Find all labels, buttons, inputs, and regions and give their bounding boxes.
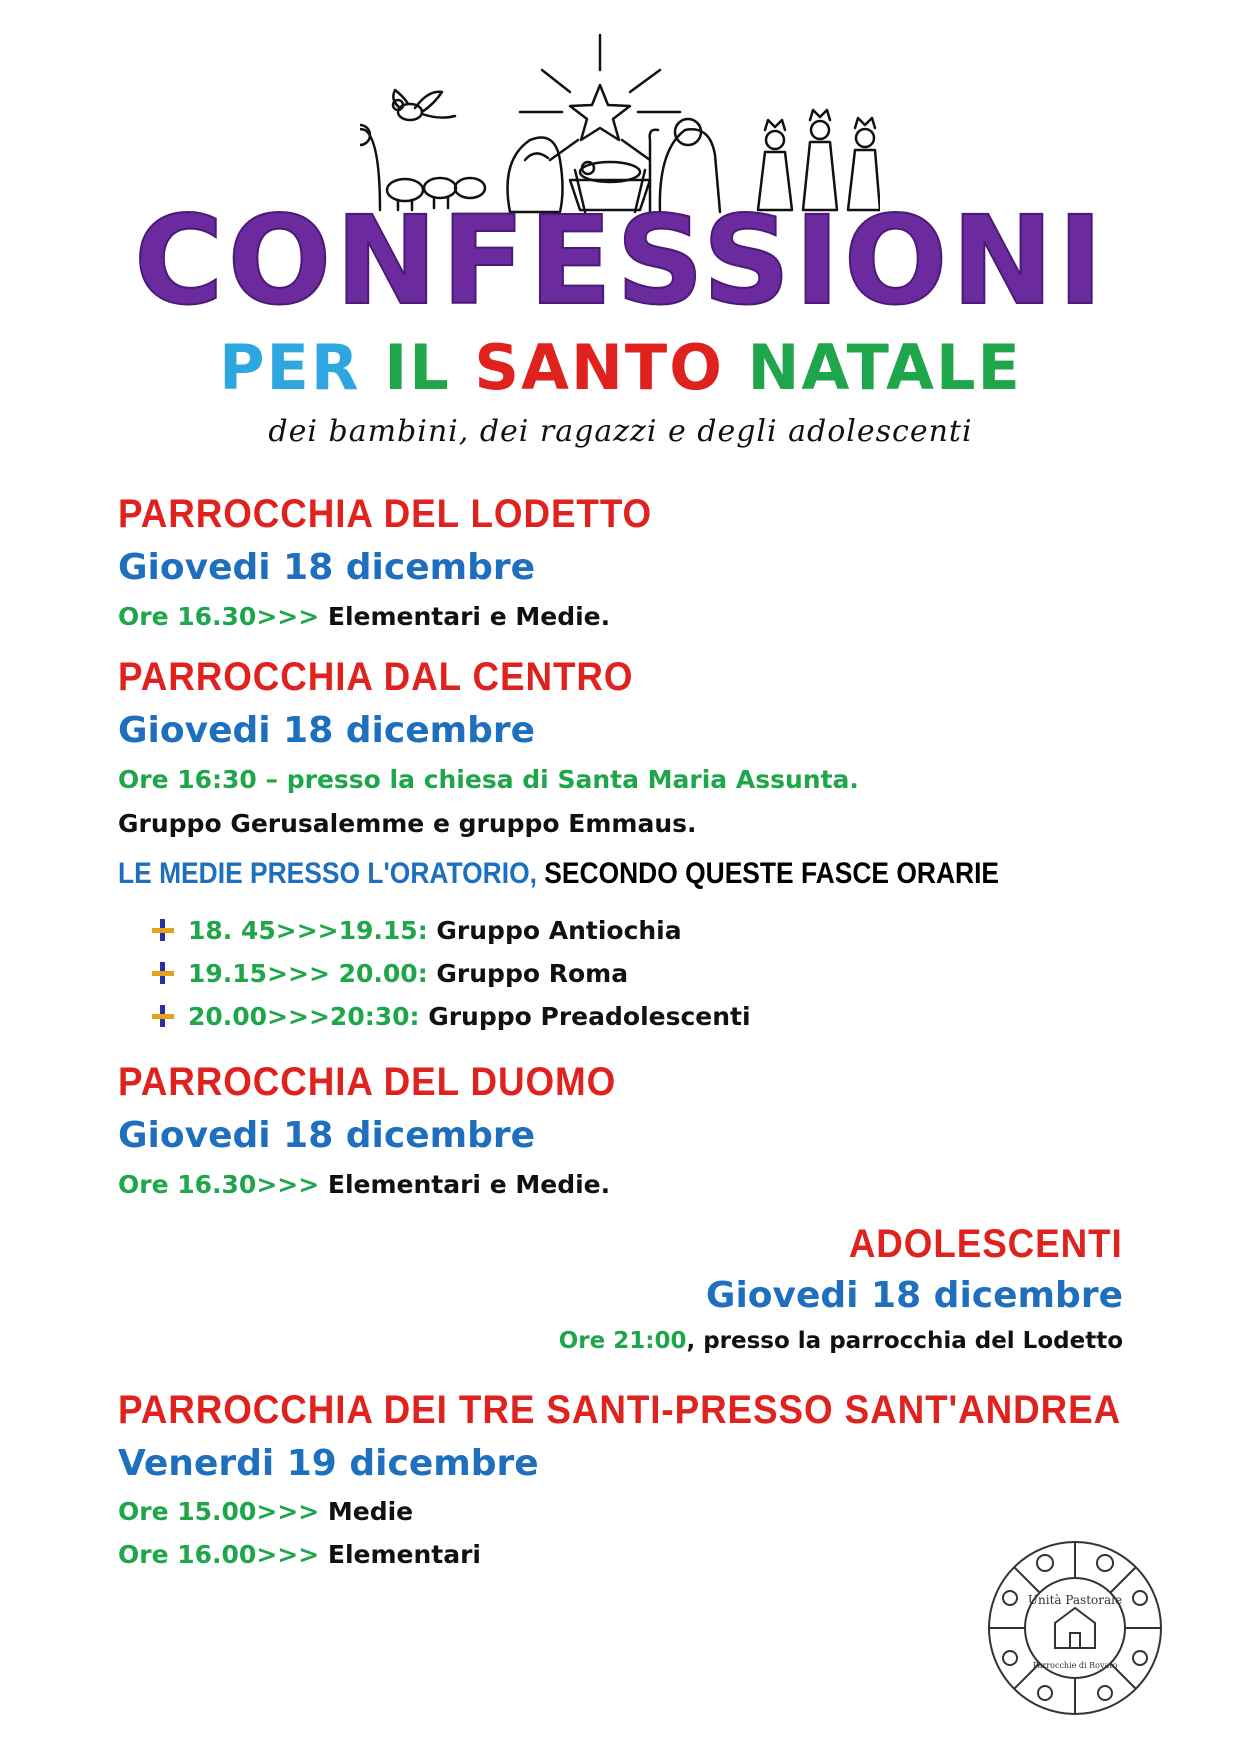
parish-tresanti-date: Venerdi 19 dicembre bbox=[118, 1443, 539, 1484]
star-icon bbox=[520, 35, 680, 160]
parish-tresanti-schedule-1 bbox=[118, 1497, 413, 1526]
adolescenti-date: Giovedi 18 dicembre bbox=[705, 1275, 1123, 1316]
parish-centro-date: Giovedi 18 dicembre bbox=[118, 710, 536, 751]
slot-time: 18. 45>>>19.15: bbox=[188, 916, 428, 945]
tresanti-time1: Ore 15.00>>> bbox=[118, 1497, 320, 1526]
parish-tresanti-title: PARROCCHIA DEI TRE SANTI-PRESSO SANT'ANDREA bbox=[118, 1388, 1122, 1432]
main-title: CONFESSIONI bbox=[134, 190, 1107, 332]
tresanti-desc1: Medie bbox=[319, 1497, 414, 1526]
parish-centro-title: PARROCCHIA DAL CENTRO bbox=[118, 655, 634, 699]
slot-group: Gruppo Preadolescenti bbox=[419, 1002, 751, 1031]
parish-tresanti-schedule-2 bbox=[118, 1540, 481, 1569]
adolescenti-title: ADOLESCENTI bbox=[849, 1222, 1123, 1266]
slot-group: Gruppo Roma bbox=[427, 959, 629, 988]
parish-lodetto-date: Giovedi 18 dicembre bbox=[118, 547, 536, 588]
parish-duomo-schedule bbox=[118, 1170, 610, 1199]
parish-centro-line1: Ore 16:30 – presso la chiesa di Santa Maria Assunta. bbox=[118, 765, 859, 794]
seal-text: Unità Pastorale bbox=[1027, 1593, 1123, 1607]
medie-heading bbox=[118, 857, 999, 891]
parish-duomo-date: Giovedi 18 dicembre bbox=[118, 1115, 536, 1156]
slot-item bbox=[150, 1002, 751, 1031]
tagline: dei bambini, dei ragazzi e degli adolescenti bbox=[268, 414, 973, 449]
slot-group: Gruppo Antiochia bbox=[427, 916, 682, 945]
cross-bullet-icon bbox=[150, 1005, 176, 1027]
adolescenti-time: Ore 21:00 bbox=[558, 1328, 687, 1354]
parish-lodetto-title: PARROCCHIA DEL LODETTO bbox=[118, 492, 653, 536]
slot-time: 20.00>>>20:30: bbox=[188, 1002, 420, 1031]
cross-bullet-icon bbox=[150, 962, 176, 984]
subtitle bbox=[0, 331, 1241, 404]
slot-time: 19.15>>> 20.00: bbox=[188, 959, 428, 988]
parish-lodetto-schedule bbox=[118, 602, 610, 631]
seal-text-2: Parrocchie di Rovato bbox=[1032, 1661, 1118, 1670]
tresanti-time2: Ore 16.00>>> bbox=[118, 1540, 320, 1569]
subtitle-il: IL bbox=[384, 331, 451, 404]
cross-bullet-icon bbox=[150, 919, 176, 941]
subtitle-natale: NATALE bbox=[747, 331, 1022, 404]
slot-item bbox=[150, 959, 628, 988]
slot-item bbox=[150, 916, 682, 945]
parish-duomo-title: PARROCCHIA DEL DUOMO bbox=[118, 1060, 617, 1104]
lodetto-desc: Elementari e Medie. bbox=[319, 602, 611, 631]
parish-centro-line2: Gruppo Gerusalemme e gruppo Emmaus. bbox=[118, 809, 697, 838]
unita-pastorale-seal bbox=[985, 1538, 1165, 1718]
adolescenti-schedule bbox=[559, 1328, 1123, 1354]
medie-heading-b: SECONDO QUESTE FASCE ORARIE bbox=[536, 857, 1000, 890]
lodetto-time: Ore 16.30>>> bbox=[118, 602, 320, 631]
tresanti-desc2: Elementari bbox=[319, 1540, 482, 1569]
duomo-time: Ore 16.30>>> bbox=[118, 1170, 320, 1199]
subtitle-per: PER bbox=[219, 331, 361, 404]
subtitle-santo: SANTO bbox=[474, 331, 724, 404]
adolescenti-desc: , presso la parrocchia del Lodetto bbox=[686, 1328, 1123, 1354]
duomo-desc: Elementari e Medie. bbox=[319, 1170, 611, 1199]
angel-icon bbox=[393, 90, 455, 120]
medie-heading-a: LE MEDIE PRESSO L'ORATORIO, bbox=[118, 857, 537, 890]
